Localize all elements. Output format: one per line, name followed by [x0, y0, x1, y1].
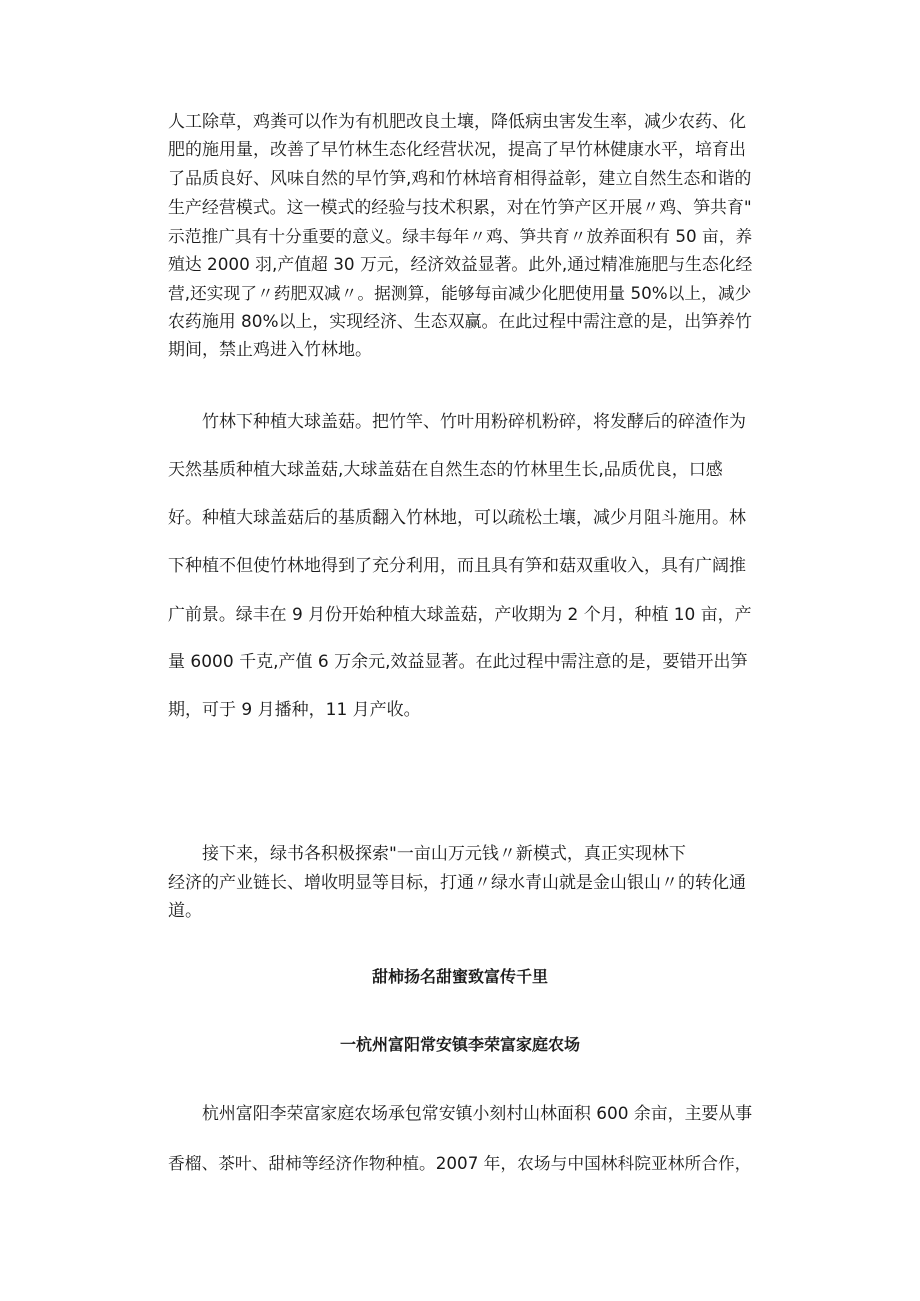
- para2-line-7: 期，可于 9 月播种，11 月产收。: [168, 700, 421, 720]
- para4-line-1: 杭州富阳李荣富家庭农场承包常安镇小刻村山林面积 600 余亩，主要从事: [202, 1103, 753, 1123]
- para2-line-3: 好。种植大球盖菇后的基质翻入竹林地，可以疏松土壤，减少月阻斗施用。林: [168, 508, 746, 528]
- para2-line-2: 天然基质种植大球盖菇,大球盖菇在自然生态的竹林里生长,品质优良，口感: [168, 460, 723, 480]
- para3-line-2: 经济的产业链长、增收明显等目标，打通〃绿水青山就是金山银山〃的转化通: [168, 873, 746, 893]
- para1-line-6: 殖达 2000 羽,产值超 30 万元，经济效益显著。此外,通过精准施肥与生态化经: [168, 254, 753, 274]
- para1-line-5: 示范推广具有十分重要的意义。绿丰每年〃鸡、笋共育〃放养面积有 50 亩，养: [168, 226, 753, 246]
- section-subtitle: 一杭州富阳常安镇李荣富家庭农场: [339, 1035, 580, 1054]
- para4-line-2: 香榴、茶叶、甜柿等经济作物种植。2007 年，农场与中国林科院亚林所合作，: [168, 1153, 752, 1173]
- para2-line-4: 下种植不但使竹林地得到了充分利用，而且具有笋和菇双重收入，具有广阔推: [168, 556, 746, 576]
- para2-line-5: 广前景。绿丰在 9 月份开始种植大球盖菇，产收期为 2 个月，种植 10 亩，产: [168, 604, 752, 624]
- section-title: 甜柿扬名甜蜜致富传千里: [371, 967, 548, 986]
- para1-line-1: 人工除草，鸡粪可以作为有机肥改良土壤，降低病虫害发生率，减少农药、化: [168, 112, 746, 132]
- para1-line-9: 期间，禁止鸡进入竹林地。: [168, 340, 372, 360]
- para2-line-1: 竹林下种植大球盖菇。把竹竿、竹叶用粉碎机粉碎，将发酵后的碎渣作为: [202, 412, 746, 432]
- para1-line-8: 农药施用 80%以上，实现经济、生态双赢。在此过程中需注意的是，出笋养竹: [168, 311, 752, 331]
- para3-line-3: 道。: [168, 901, 202, 921]
- para1-line-4: 生产经营模式。这一模式的经验与技术积累，对在竹笋产区开展〃鸡、笋共育": [168, 197, 752, 217]
- para1-line-7: 营,还实现了〃药肥双减〃。据测算，能够每亩减少化肥使用量 50%以上，减少: [168, 283, 752, 303]
- para3-line-1: 接下来，绿书各积极探索"一亩山万元钱〃新模式，真正实现林下: [202, 844, 686, 864]
- para2-line-6: 量 6000 千克,产值 6 万余元,效益显著。在此过程中需注意的是，要错开出笋: [168, 652, 748, 672]
- para1-line-3: 了品质良好、风味自然的早竹笋,鸡和竹林培育相得益彰，建立自然生态和谐的: [168, 169, 752, 189]
- para1-line-2: 肥的施用量，改善了早竹林生态化经营状况，提高了早竹林健康水平，培育出: [168, 140, 746, 160]
